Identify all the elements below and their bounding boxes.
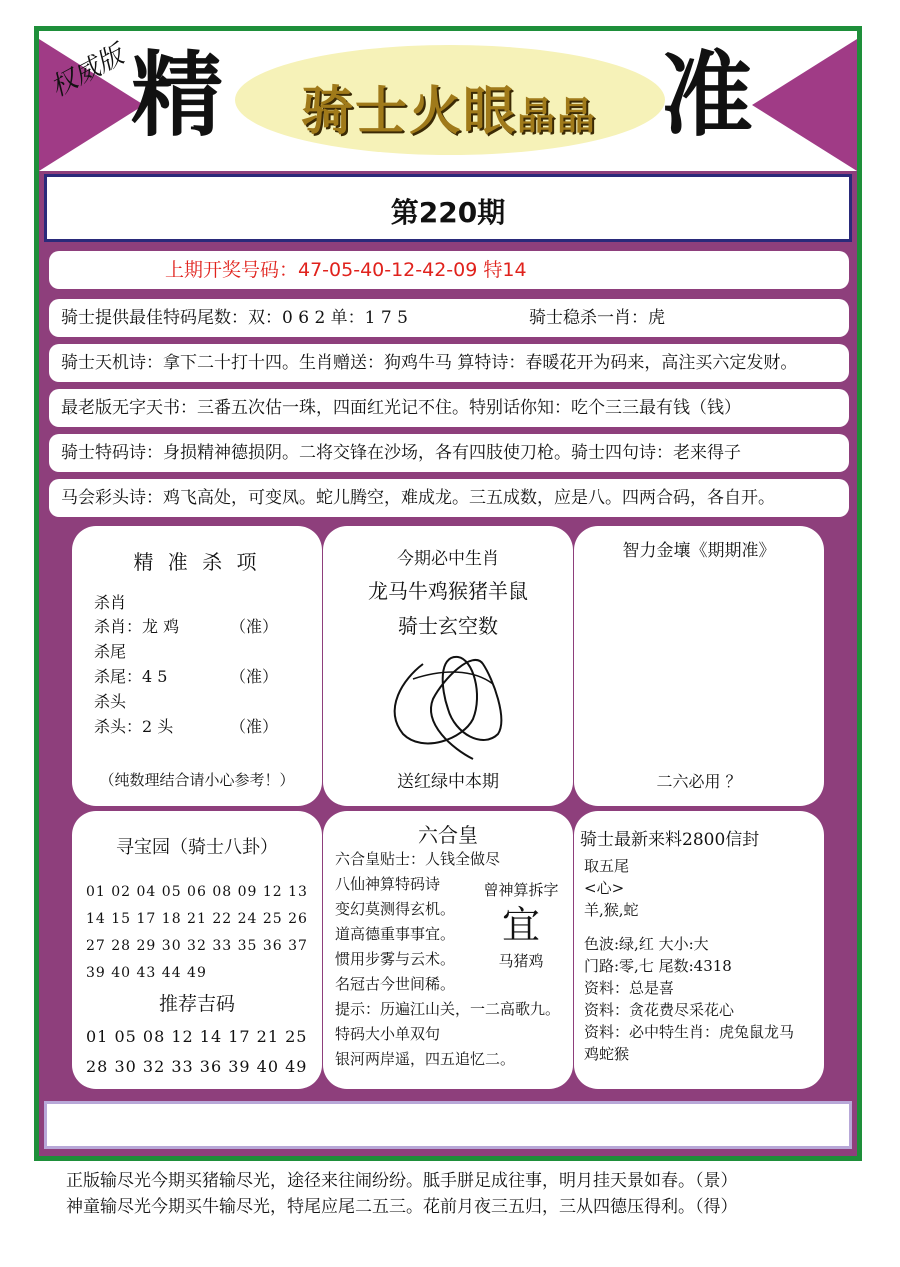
treasure-card [72, 811, 322, 1089]
treasure-row-4: 39 40 43 44 49 [86, 965, 207, 981]
kill-line-6-mark: （准） [230, 717, 279, 736]
treasure-title: 寻宝园（骑士八卦） [116, 837, 278, 858]
bottom-bar [44, 1101, 852, 1149]
brand-suffix: 晶晶 [517, 93, 598, 138]
footer-line-2: 神童输尽光今期买牛输尽光，特尾应尾二五三。花前月夜三五归，三从四德压得利。（得） [66, 1197, 738, 1217]
recommend-row-2: 28 30 32 33 36 39 40 49 [86, 1057, 308, 1076]
latest-line-8: 资料：贪花费尽采花心 [584, 1001, 735, 1019]
latest-line-7: 资料：总是喜 [584, 979, 675, 997]
footer-line-1: 正版输尽光今期买猪输尽光，途径来往闹纷纷。胝手胼足成往事，明月挂天景如春。（景） [66, 1171, 738, 1191]
liuhe-line-7: 提示：历遍江山关，一二高歌九。 [335, 1000, 561, 1018]
wisdom-card [574, 526, 824, 806]
poem-row-3: 骑士特码诗：身损精神德损阴。二将交锋在沙场，各有四肢使刀枪。骑士四句诗：老来得子 [49, 434, 849, 472]
brand-main: 骑士火眼 [300, 81, 517, 142]
latest-line-6: 门路:零,七 尾数:4318 [584, 957, 732, 975]
poem-row-4: 马会彩头诗：鸡飞高处，可变凤。蛇儿腾空，难成龙。三五成数，应是八。四两合码，各自开。 [49, 479, 849, 517]
liuhe-line-2: 八仙神算特码诗 [335, 875, 441, 893]
treasure-numbers [72, 879, 322, 987]
page-frame [34, 26, 862, 1161]
treasure-row-3: 27 28 29 30 32 33 35 36 37 [86, 938, 308, 954]
recommend-numbers [72, 1022, 322, 1082]
last-draw-row: 上期开奖号码：47-05-40-12-42-09 特14 [49, 251, 849, 289]
liuhe-line-5: 惯用步雾与云术。 [335, 950, 456, 968]
poem-row-2: 最老版无字天书：三番五次估一珠，四面红光记不住。特别话你知：吃个三三最有钱（钱） [49, 389, 849, 427]
zodiac-line-2: 龙马牛鸡猴猪羊鼠 [368, 579, 528, 603]
zodiac-line-1: 今期必中生肖 [397, 549, 499, 569]
header [39, 31, 857, 171]
liuhe-line-8: 特码大小单双句 [335, 1025, 441, 1043]
zodiac-line-3: 骑士玄空数 [398, 614, 498, 638]
latest-line-10: 鸡蛇猴 [584, 1045, 630, 1063]
kill-line-6: 杀头：2 头 [94, 717, 174, 736]
treasure-row-1: 01 02 04 05 06 08 09 12 13 [86, 884, 308, 900]
liuhe-card [323, 811, 573, 1089]
wisdom-bottom: 二六必用 ？ [656, 772, 742, 791]
latest-line-1: 取五尾 [584, 857, 630, 875]
chaizi-box [473, 879, 569, 971]
kill-line-2-mark: （准） [230, 617, 279, 636]
zodiac-bottom: 送红绿中本期 [397, 772, 499, 792]
treasure-row-2: 14 15 17 18 21 22 24 25 26 [86, 911, 308, 927]
right-triangle-decoration [752, 39, 857, 171]
kill-line-2: 杀肖：龙 鸡 [94, 617, 180, 636]
liuhe-line-6: 名冠古今世间稀。 [335, 975, 456, 993]
header-left-char: 精 [131, 41, 224, 149]
latest-card [574, 811, 824, 1089]
issue-number: 第220期 [390, 196, 506, 229]
chaizi-sub: 马猪鸡 [498, 952, 544, 970]
kill-line-1: 杀肖 [94, 593, 127, 612]
recommend-row-1: 01 05 08 12 14 17 21 25 [86, 1027, 308, 1046]
brand-title [249, 69, 649, 144]
kill-line-4: 杀尾：4 5 [94, 667, 168, 686]
issue-box [44, 174, 852, 242]
zodiac-card [323, 526, 573, 806]
latest-spacer [584, 921, 794, 933]
liuhe-line-1: 六合皇贴士：人钱全做尽 [335, 850, 501, 868]
latest-title: 骑士最新来料2800信封 [580, 830, 760, 850]
tail-number-text: 骑士提供最佳特码尾数：双：0 6 2 单：1 7 5 [61, 308, 408, 328]
latest-line-9: 资料：必中特生肖：虎兔鼠龙马 [584, 1023, 795, 1041]
kill-line-4-mark: （准） [230, 667, 279, 686]
liuhe-line-4: 道高德重事事宜。 [335, 925, 456, 943]
latest-lines [584, 855, 794, 1065]
latest-line-3: 羊,猴,蛇 [584, 901, 639, 919]
kill-line-5: 杀头 [94, 692, 127, 711]
edition-label: 权威版 [45, 40, 129, 104]
signature-scribble-icon [323, 639, 573, 769]
chaizi-char: 宜 [501, 903, 540, 947]
kill-line-3: 杀尾 [94, 642, 127, 661]
kill-card-title: 精 准 杀 项 [133, 550, 261, 574]
latest-line-5: 色波:绿,红 大小:大 [584, 935, 709, 953]
wisdom-title: 智力金壤《期期准》 [622, 541, 776, 561]
chaizi-title: 曾神算拆字 [483, 881, 559, 899]
poem-row-1: 骑士天机诗：拿下二十打十四。生肖赠送：狗鸡牛马 算特诗：春暖花开为码来，高注买六定发财。 [49, 344, 849, 382]
tail-number-row [49, 299, 849, 337]
header-right-char: 准 [661, 41, 754, 149]
kill-items-card [72, 526, 322, 806]
liuhe-title: 六合皇 [418, 823, 478, 847]
kill-note: （纯数理结合请小心参考！） [99, 771, 295, 789]
liuhe-line-9: 银河两岸遥，四五追忆二。 [335, 1050, 516, 1068]
latest-line-2: <心> [584, 879, 625, 897]
kill-zodiac-text: 骑士稳杀一肖：虎 [529, 308, 665, 328]
liuhe-line-3: 变幻莫测得玄机。 [335, 900, 456, 918]
recommend-title: 推荐吉码 [158, 993, 235, 1015]
